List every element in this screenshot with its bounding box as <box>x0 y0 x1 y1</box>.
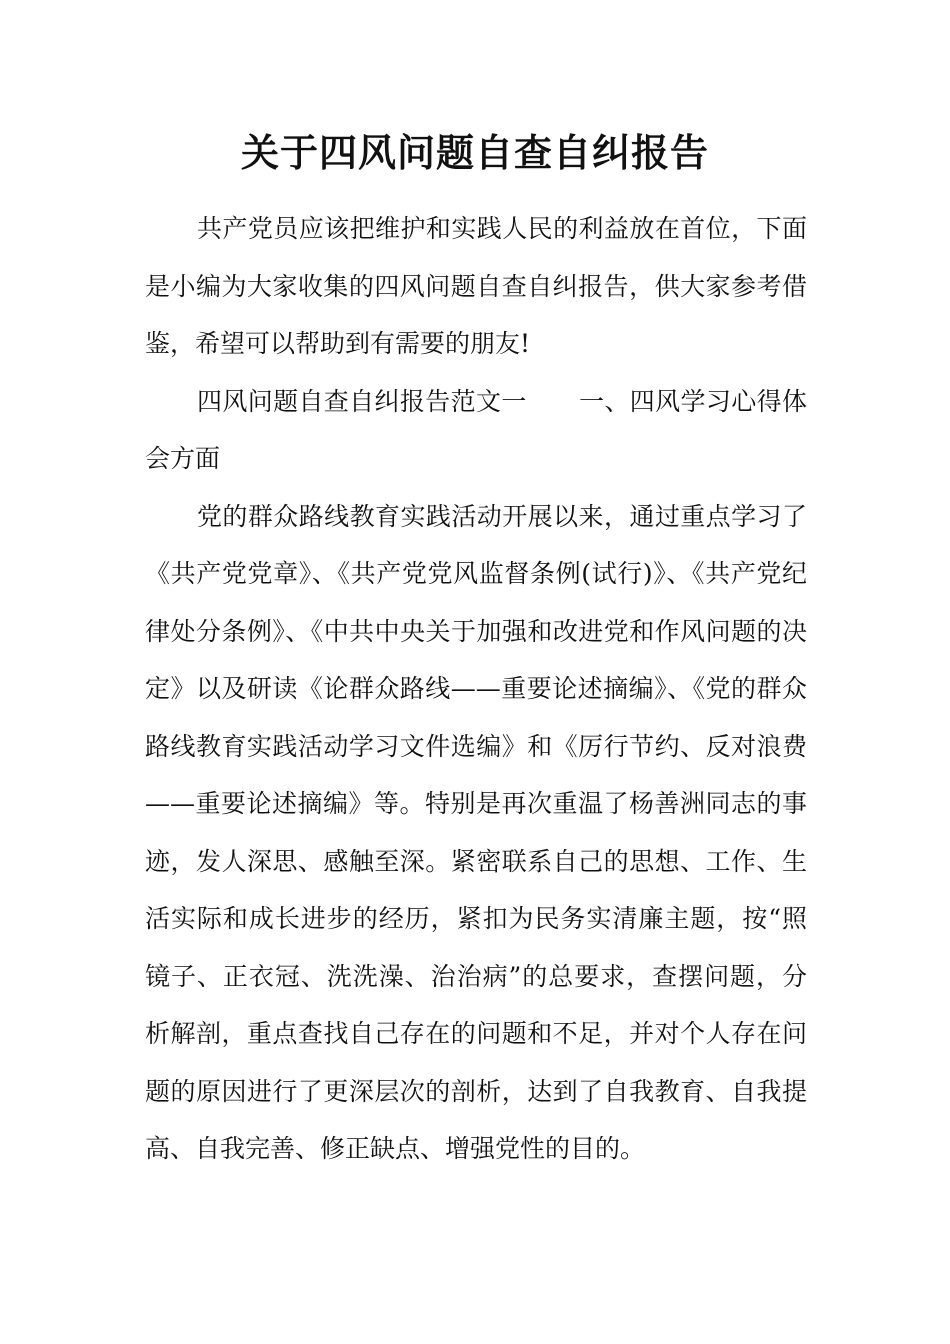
document-title: 关于四风问题自查自纠报告 <box>240 130 709 175</box>
body-paragraph: 党的群众路线教育实践活动开展以来，通过重点学习了《共产党党章》、《共产党党风监督条例(试行)》、《共产党纪律处分条例》、《中共中央关于加强和改进党和作风问题的决定》以及研读《论群众路线——重要论述摘编》、《党的群众路线教育实践活动学习文件选编》和《厉行节约、反对浪费——重要论述摘编》等。特别是再次重温了杨善洲同志的事迹，发人深思、感触至深。紧密联系自己的思想、工作、生活实际和成长进步的经历，紧扣为民务实清廉主题，按“照镜子、正衣冠、洗洗澡、治治病”的总要求，查摆问题，分析解剖，重点查找自己存在的问题和不足，并对个人存在问题的原因进行了更深层次的剖析，达到了自我教育、自我提高、自我完善、修正缺点、增强党性的目的。 <box>145 501 807 1163</box>
section-heading-left: 四风问题自查自纠报告范文一 <box>197 386 527 416</box>
section-heading <box>145 373 807 488</box>
intro-paragraph: 共产党员应该把维护和实践人民的利益放在首位，下面是小编为大家收集的四风问题自查自纠报告，供大家参考借鉴，希望可以帮助到有需要的朋友! <box>145 214 807 358</box>
section-heading-right: 一、四风学习心得体会方面 <box>145 386 807 473</box>
document-body <box>145 200 807 1178</box>
